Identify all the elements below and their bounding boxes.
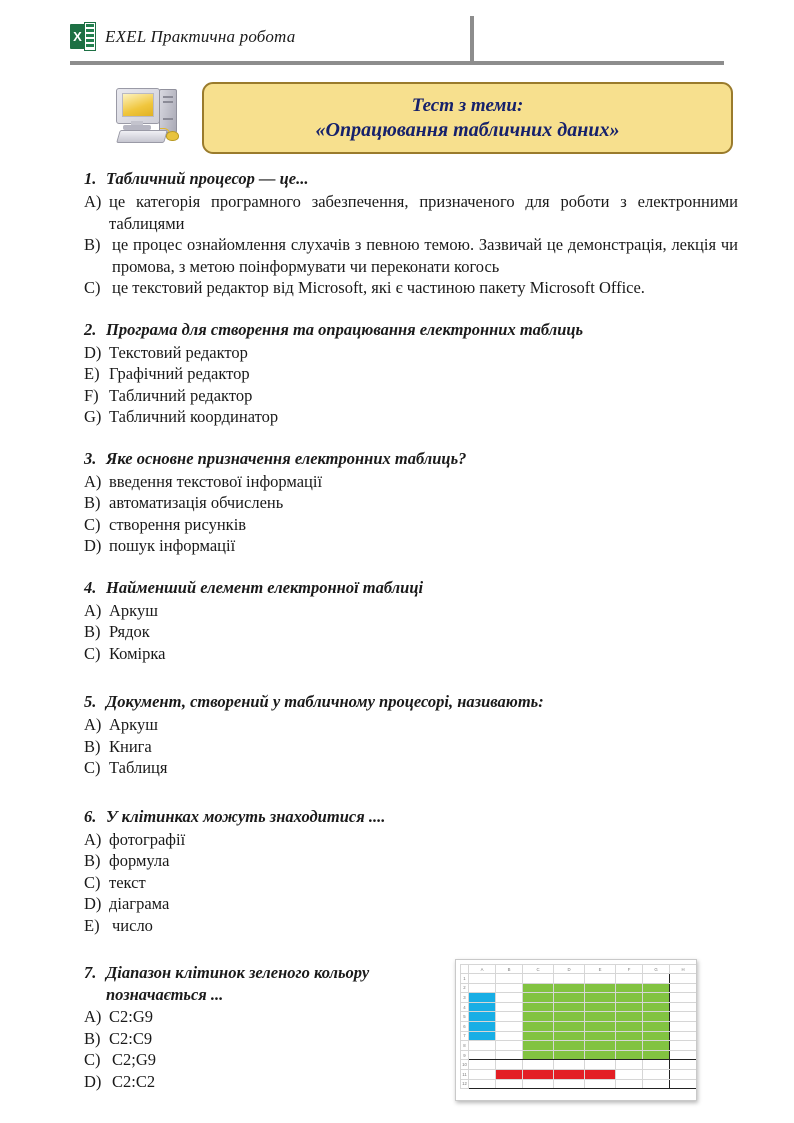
question-1-option-a[interactable] [84,191,738,234]
row-header-6[interactable]: 6 [461,1021,469,1031]
cell-D2[interactable] [554,983,585,993]
row-header-2[interactable]: 2 [461,983,469,993]
cell-H3[interactable] [670,993,697,1003]
option-label: A) [84,192,102,211]
question-2-option-d[interactable] [84,342,738,364]
option-label: D) [84,1071,102,1091]
option-text: пошук інформації [109,536,236,555]
cell-G9[interactable] [643,1050,670,1060]
title-banner-zone [70,82,737,158]
spreadsheet-row [461,1031,697,1041]
spreadsheet-row [461,1079,697,1089]
option-text: Табличний редактор [109,385,253,405]
cell-F2[interactable] [616,983,643,993]
question-3-option-b[interactable] [84,492,738,514]
cell-B4[interactable] [496,1002,523,1012]
cell-C5[interactable] [523,1012,554,1022]
question-3-option-d[interactable] [84,535,738,557]
question-1-option-c[interactable] [84,277,738,299]
question-5-option-c[interactable] [84,757,738,779]
option-label: E) [84,915,100,935]
cell-C4[interactable] [523,1002,554,1012]
cell-H1[interactable] [670,974,697,984]
cell-H8[interactable] [670,1041,697,1051]
option-label: B) [84,736,101,756]
cell-D4[interactable] [554,1002,585,1012]
question-4-option-a[interactable] [84,600,738,622]
question-3-option-c[interactable] [84,514,738,536]
row-header-11[interactable]: 11 [461,1069,469,1079]
spreadsheet-table [460,964,697,1089]
cell-G10[interactable] [643,1060,670,1070]
column-header-d[interactable]: D [554,965,585,974]
cell-A11[interactable] [469,1069,496,1079]
cell-B10[interactable] [496,1060,523,1070]
cell-E7[interactable] [585,1031,616,1041]
cell-A6[interactable] [469,1021,496,1031]
cell-G3[interactable] [643,993,670,1003]
cell-F3[interactable] [616,993,643,1003]
cell-D9[interactable] [554,1050,585,1060]
cell-D6[interactable] [554,1021,585,1031]
question-5-number: 5. [84,692,97,711]
header-row [70,14,724,60]
cell-D5[interactable] [554,1012,585,1022]
question-6 [84,806,738,937]
cell-B2[interactable] [496,983,523,993]
cell-A3[interactable] [469,993,496,1003]
cell-A4[interactable] [469,1002,496,1012]
option-text: введення текстової інформації [109,471,323,491]
option-label: A) [84,471,102,491]
option-text: C2:C2 [112,1071,156,1091]
option-label: E) [84,364,100,383]
option-label: C) [84,514,101,534]
question-6-option-c[interactable] [84,872,738,894]
option-label: C) [84,643,101,663]
spreadsheet-column-header-row [461,965,697,974]
cell-B1[interactable] [496,974,523,984]
option-text: створення рисунків [109,514,247,534]
cell-C6[interactable] [523,1021,554,1031]
question-7-heading [84,962,444,1006]
cell-D8[interactable] [554,1041,585,1051]
cell-E4[interactable] [585,1002,616,1012]
question-6-option-e[interactable] [84,915,738,937]
cell-E12[interactable] [585,1079,616,1089]
option-text: фотографії [109,829,186,849]
spreadsheet-row [461,1050,697,1060]
cell-E2[interactable] [585,983,616,993]
cell-G12[interactable] [643,1079,670,1089]
cell-H4[interactable] [670,1002,697,1012]
cell-E11[interactable] [585,1069,616,1079]
option-text: це процес ознайомлення слухачів з певною темою. Зазвичай це демонстрація, лекція чи промова, з метою поінформувати чи переконати когось [112,235,738,276]
cell-D1[interactable] [554,974,585,984]
cell-B9[interactable] [496,1050,523,1060]
cell-F12[interactable] [616,1079,643,1089]
question-6-text: У клітинках можуть знаходитися .... [106,806,386,826]
cell-G2[interactable] [643,983,670,993]
spreadsheet-row [461,1002,697,1012]
question-2-option-g[interactable] [84,406,738,428]
question-1 [84,168,738,299]
cell-E3[interactable] [585,993,616,1003]
row-header-9[interactable]: 9 [461,1050,469,1060]
cell-F5[interactable] [616,1012,643,1022]
cell-E8[interactable] [585,1041,616,1051]
column-header-e[interactable]: E [585,965,616,974]
cell-F1[interactable] [616,974,643,984]
spreadsheet-row [461,993,697,1003]
question-1-number: 1. [84,169,97,188]
option-label: D) [84,536,102,555]
option-text: Табличний координатор [109,407,279,426]
option-text: діаграма [109,894,170,913]
header-vertical-bar [470,16,474,62]
cell-C7[interactable] [523,1031,554,1041]
spreadsheet-row [461,1060,697,1070]
question-6-option-d[interactable] [84,893,738,915]
cell-A5[interactable] [469,1012,496,1022]
question-6-option-b[interactable] [84,850,738,872]
cell-G6[interactable] [643,1021,670,1031]
question-7-number: 7. [84,963,97,982]
cell-E6[interactable] [585,1021,616,1031]
question-3-text: Яке основне призначення електронних таблиць? [106,448,467,468]
title-line-2: «Опрацювання табличних даних» [315,119,620,141]
question-5-text: Документ, створений у табличному процесорі, називають: [106,692,544,711]
question-6-number: 6. [84,806,97,826]
row-header-8[interactable]: 8 [461,1041,469,1051]
cell-A1[interactable] [469,974,496,984]
option-label: B) [84,235,101,254]
cell-H11[interactable] [670,1069,697,1079]
cell-H2[interactable] [670,983,697,993]
cell-D12[interactable] [554,1079,585,1089]
column-header-h[interactable]: H [670,965,697,974]
question-2-option-e[interactable] [84,363,738,385]
cell-G4[interactable] [643,1002,670,1012]
cell-A7[interactable] [469,1031,496,1041]
option-label: A) [84,1007,102,1026]
cell-F7[interactable] [616,1031,643,1041]
spreadsheet-row [461,983,697,993]
cell-C12[interactable] [523,1079,554,1089]
row-header-1[interactable]: 1 [461,974,469,984]
question-3-heading [84,448,738,470]
option-text: Книга [109,736,152,756]
spreadsheet-row [461,974,697,984]
question-7-option-a[interactable] [84,1006,444,1028]
cell-B7[interactable] [496,1031,523,1041]
question-4 [84,577,738,665]
cell-B6[interactable] [496,1021,523,1031]
question-7-text-column [84,962,444,1092]
option-label: B) [84,493,101,512]
option-text: це категорія програмного забезпечення, призначеного для роботи з електронними таблицями [109,192,738,233]
option-text: C2:G9 [109,1007,154,1026]
question-5-option-a[interactable] [84,714,738,736]
cell-C3[interactable] [523,993,554,1003]
question-3-option-a[interactable] [84,471,738,493]
option-label: C) [84,872,101,892]
cell-B12[interactable] [496,1079,523,1089]
cell-C8[interactable] [523,1041,554,1051]
cell-F8[interactable] [616,1041,643,1051]
question-5 [84,691,738,779]
cell-H10[interactable] [670,1060,697,1070]
cell-G11[interactable] [643,1069,670,1079]
question-2-number: 2. [84,319,97,339]
question-4-option-c[interactable] [84,643,738,665]
cell-H6[interactable] [670,1021,697,1031]
row-header-12[interactable]: 12 [461,1079,469,1089]
option-label: B) [84,851,101,870]
cell-E10[interactable] [585,1060,616,1070]
question-7-text-line-2: позначається ... [106,985,224,1004]
cell-D10[interactable] [554,1060,585,1070]
question-4-heading [84,577,738,599]
option-text: число [112,915,153,935]
option-text: C2;G9 [112,1050,157,1069]
row-header-3[interactable]: 3 [461,993,469,1003]
cell-G7[interactable] [643,1031,670,1041]
spreadsheet-row [461,1041,697,1051]
option-label: B) [84,1028,101,1048]
test-title-box [202,82,733,154]
question-1-text: Табличний процесор — це... [106,169,309,188]
header-horizontal-rule [70,61,724,65]
spreadsheet-row [461,1012,697,1022]
question-4-text: Найменший елемент електронної таблиці [106,577,424,597]
title-line-1: Тест з теми: [411,95,524,116]
cell-B11[interactable] [496,1069,523,1079]
question-4-option-b[interactable] [84,621,738,643]
option-label: C) [84,278,101,297]
cell-E9[interactable] [585,1050,616,1060]
cell-A10[interactable] [469,1060,496,1070]
question-1-option-b[interactable] [84,234,738,277]
column-header-a[interactable]: A [469,965,496,974]
cell-C11[interactable] [523,1069,554,1079]
spreadsheet-grid [460,964,692,1086]
option-text: текст [109,872,146,892]
option-label: A) [84,715,102,734]
question-1-heading [84,168,738,190]
option-label: G) [84,407,102,426]
question-6-heading [84,806,738,828]
column-header-c[interactable]: C [523,965,554,974]
question-2-option-f[interactable] [84,385,738,407]
cell-A12[interactable] [469,1079,496,1089]
question-2 [84,319,738,428]
option-text: Графічний редактор [109,364,250,383]
question-7-option-c[interactable] [84,1049,444,1071]
cell-A9[interactable] [469,1050,496,1060]
questions-container [84,168,738,947]
option-label: F) [84,385,99,405]
cell-G8[interactable] [643,1041,670,1051]
option-text: Текстовий редактор [109,342,248,362]
question-7-text [106,962,444,1006]
cell-C1[interactable] [523,974,554,984]
cell-F11[interactable] [616,1069,643,1079]
question-7-option-b[interactable] [84,1028,444,1050]
cell-C9[interactable] [523,1050,554,1060]
option-label: D) [84,894,102,913]
header-title: EXEL Практична робота [105,27,296,46]
cell-C2[interactable] [523,983,554,993]
option-label: D) [84,342,102,362]
option-label: C) [84,1050,101,1069]
cell-G1[interactable] [643,974,670,984]
option-label: A) [84,600,102,620]
select-all-corner[interactable] [461,965,469,974]
cell-H9[interactable] [670,1050,697,1060]
row-header-5[interactable]: 5 [461,1012,469,1022]
row-header-4[interactable]: 4 [461,1002,469,1012]
question-4-number: 4. [84,577,97,597]
option-label: B) [84,622,101,641]
option-text: це текстовий редактор від Microsoft, які є частиною пакету Microsoft Office. [112,278,645,297]
cell-H7[interactable] [670,1031,697,1041]
row-header-10[interactable]: 10 [461,1060,469,1070]
document-header [70,14,724,64]
cell-E5[interactable] [585,1012,616,1022]
spreadsheet-image [455,959,697,1101]
column-header-b[interactable]: B [496,965,523,974]
cell-H12[interactable] [670,1079,697,1089]
cell-F4[interactable] [616,1002,643,1012]
question-7-option-d[interactable] [84,1071,444,1093]
option-text: Аркуш [109,600,158,620]
desktop-computer-clipart-icon [110,84,182,148]
row-header-7[interactable]: 7 [461,1031,469,1041]
question-3-number: 3. [84,448,97,468]
option-label: A) [84,829,102,849]
cell-F6[interactable] [616,1021,643,1031]
cell-D3[interactable] [554,993,585,1003]
cell-G5[interactable] [643,1012,670,1022]
option-text: C2:C9 [109,1028,153,1048]
option-text: Аркуш [109,715,158,734]
question-2-text: Програма для створення та опрацювання електронних таблиць [106,319,584,339]
option-text: формула [109,851,170,870]
option-text: автоматизація обчислень [109,493,284,512]
cell-A2[interactable] [469,983,496,993]
cell-E1[interactable] [585,974,616,984]
column-header-f[interactable]: F [616,965,643,974]
cell-B8[interactable] [496,1041,523,1051]
cell-F9[interactable] [616,1050,643,1060]
question-6-option-a[interactable] [84,829,738,851]
column-header-g[interactable]: G [643,965,670,974]
question-2-heading [84,319,738,341]
question-7-text-line-1: Діапазон клітинок зеленого кольору [106,963,370,982]
option-text: Комірка [109,643,166,663]
cell-B5[interactable] [496,1012,523,1022]
question-5-heading [84,691,738,713]
spreadsheet-row [461,1021,697,1031]
option-text: Рядок [109,622,150,641]
cell-C10[interactable] [523,1060,554,1070]
cell-F10[interactable] [616,1060,643,1070]
cell-D7[interactable] [554,1031,585,1041]
spreadsheet-row [461,1069,697,1079]
cell-D11[interactable] [554,1069,585,1079]
option-text: Таблиця [109,758,168,777]
cell-A8[interactable] [469,1041,496,1051]
option-label: C) [84,758,101,777]
question-5-option-b[interactable] [84,736,738,758]
excel-icon: X [70,22,96,52]
cell-H5[interactable] [670,1012,697,1022]
question-3 [84,448,738,557]
cell-B3[interactable] [496,993,523,1003]
